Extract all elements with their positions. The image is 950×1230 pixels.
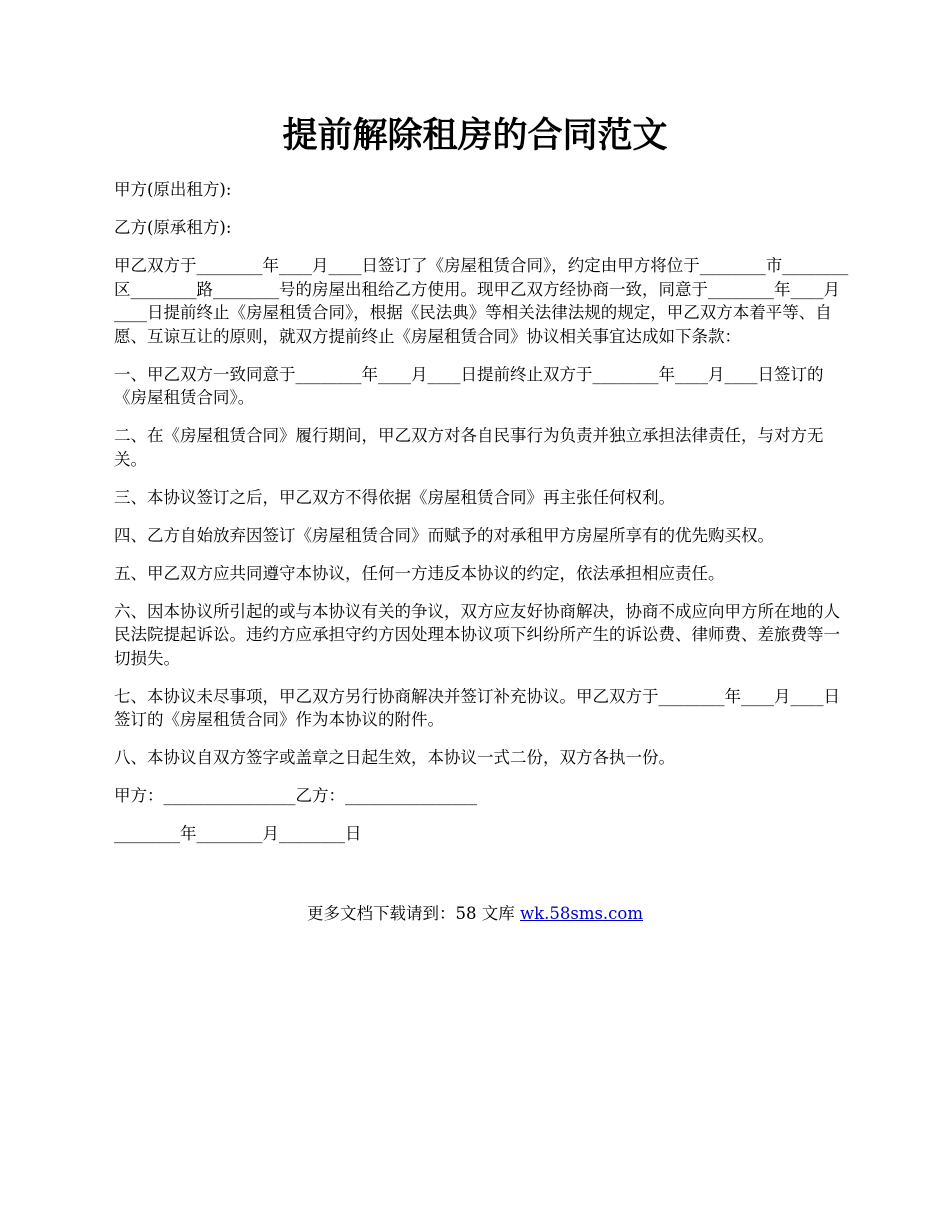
- footer-prefix: 更多文档下载请到：58 文库: [306, 904, 520, 923]
- document-body: [114, 178, 854, 860]
- clause-4: 四、乙方自始放弃因签订《房屋租赁合同》而赋予的对承租甲方房屋所享有的优先购买权。: [114, 525, 774, 545]
- party-a-line: 甲方(原出租方):: [114, 180, 232, 199]
- signature-line: 甲方：________________乙方：________________: [114, 786, 477, 805]
- clause-7: 七、本协议未尽事项，甲乙双方另行协商解决并签订补充协议。甲乙双方于________年____月____日签订的《房屋租赁合同》作为本协议的附件。: [114, 686, 840, 729]
- clause-8: 八、本协议自双方签字或盖章之日起生效，本协议一式二份，双方各执一份。: [114, 748, 675, 767]
- download-footer: [0, 902, 950, 926]
- party-b-line: 乙方(原承租方):: [114, 218, 232, 237]
- clause-5: 五、甲乙双方应共同遵守本协议，任何一方违反本协议的约定，依法承担相应责任。: [114, 563, 725, 583]
- clause-2: 二、在《房屋租赁合同》履行期间，甲乙双方对各自民事行为负责并独立承担法律责任，与对方无关。: [114, 426, 824, 469]
- clause-6: 六、因本协议所引起的或与本协议有关的争议，双方应友好协商解决，协商不成应向甲方所在地的人民法院提起诉讼。违约方应承担守约方因处理本协议项下纠纷所产生的诉讼费、律师费、差旅费等一切损失。: [114, 601, 840, 668]
- date-line: ________年________月________日: [114, 824, 362, 843]
- preamble-paragraph: 甲乙双方于________年____月____日签订了《房屋租赁合同》，约定由甲方将位于________市________区________路________号的房屋出租给乙方使用。现甲乙双方经协商一致，同意于________年____月____日提前终止《房屋租赁合同》，根据《民法典》等相关法律法规的规定，甲乙双方本着平等、自愿、互谅互让的原则，就双方提前终止《房屋租赁合同》协议相关事宜达成如下条款：: [114, 256, 849, 346]
- footer-link[interactable]: wk.58sms.com: [519, 904, 643, 923]
- clause-3: 三、本协议签订之后，甲乙双方不得依据《房屋租赁合同》再主张任何权利。: [114, 487, 675, 507]
- clause-1: 一、甲乙双方一致同意于________年____月____日提前终止双方于________年____月____日签订的《房屋租赁合同》。: [114, 364, 824, 407]
- document-title: 提前解除租房的合同范文: [282, 115, 668, 156]
